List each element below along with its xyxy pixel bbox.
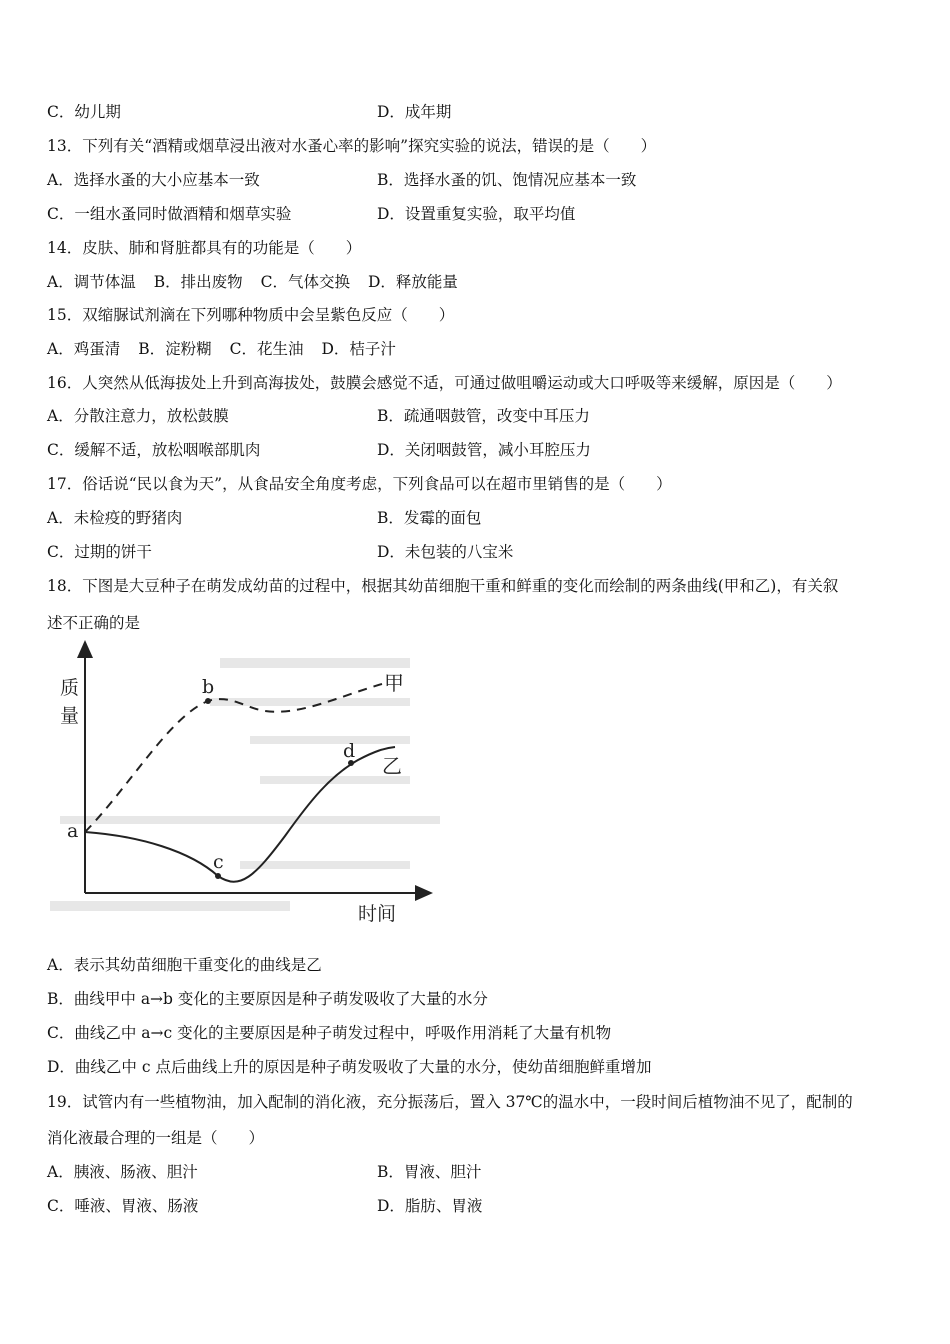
q16-option-d: D．关闭咽鼓管，减小耳腔压力 (377, 441, 591, 459)
q16-options-row-2 (47, 440, 907, 460)
q17-options-row-1 (47, 508, 907, 528)
q14-option-b: B．排出废物 (153, 273, 243, 291)
q19-option-c: C．唾液、胃液、肠液 (47, 1197, 199, 1215)
q17-stem: 17．俗话说“民以食为天”，从食品安全角度考虑，下列食品可以在超市里销售的是（ ） (47, 475, 672, 493)
q13-option-d: D．设置重复实验，取平均值 (377, 205, 576, 223)
q16-option-a: A．分散注意力，放松鼓膜 (47, 407, 229, 425)
q14-option-a: A．调节体温 (47, 273, 136, 291)
q15-option-c: C．花生油 (229, 340, 304, 358)
q15-option-a: A．鸡蛋清 (47, 340, 121, 358)
q19-option-d: D．脂肪、胃液 (377, 1197, 483, 1215)
q12-option-c: C．幼儿期 (47, 103, 121, 121)
q15-stem: 15．双缩脲试剂滴在下列哪种物质中会呈紫色反应（ ） (47, 306, 455, 324)
q17-option-d: D．未包装的八宝米 (377, 543, 514, 561)
q19-options-row-1 (47, 1162, 907, 1182)
q13-option-a: A．选择水蚤的大小应基本一致 (47, 171, 260, 189)
q18-option-c: C．曲线乙中 a→c 变化的主要原因是种子萌发过程中，呼吸作用消耗了大量有机物 (47, 1024, 612, 1042)
q12-options-row (47, 102, 907, 122)
q19-option-a: A．胰液、肠液、胆汁 (47, 1163, 198, 1181)
q14-stem: 14．皮肤、肺和肾脏都具有的功能是（ ） (47, 239, 362, 257)
q18-option-b: B．曲线甲中 a→b 变化的主要原因是种子萌发吸收了大量的水分 (47, 990, 488, 1008)
point-c-label: c (213, 851, 224, 873)
q16-stem: 16．人突然从低海拔处上升到高海拔处，鼓膜会感觉不适，可通过做咀嚼运动或大口呼吸等来缓解，原因是（ ） (47, 374, 842, 392)
q13-option-b: B．选择水蚤的饥、饱情况应基本一致 (377, 171, 637, 189)
point-d-label: d (343, 740, 356, 762)
x-axis-label: 时间 (358, 903, 397, 925)
q17-option-a: A．未检疫的野猪肉 (47, 509, 183, 527)
q19-stem-line-2: 消化液最合理的一组是（ ） (47, 1129, 265, 1147)
q19-stem-line-1: 19．试管内有一些植物油，加入配制的消化液，充分振荡后，置入 37℃的温水中，一段时间后植物油不见了，配制的 (47, 1093, 853, 1111)
curve-yi-label: 乙 (382, 754, 402, 778)
q16-option-c: C．缓解不适，放松咽喉部肌肉 (47, 441, 261, 459)
q13-options-row-2 (47, 204, 907, 224)
q13-stem: 13．下列有关“酒精或烟草浸出液对水蚤心率的影响”探究实验的说法，错误的是（ ） (47, 137, 657, 155)
q13-options-row-1 (47, 170, 907, 190)
q18-option-d: D．曲线乙中 c 点后曲线上升的原因是种子萌发吸收了大量的水分，使幼苗细胞鲜重增加 (47, 1058, 652, 1076)
y-axis-label-char-1: 质 (60, 677, 80, 699)
q18-graph (40, 636, 440, 932)
q14-option-c: C．气体交换 (260, 273, 350, 291)
q12-option-d: D．成年期 (377, 103, 452, 121)
q17-option-b: B．发霉的面包 (377, 509, 482, 527)
point-a-label: a (67, 820, 79, 842)
point-b-dot (205, 698, 211, 704)
q13-option-c: C．一组水蚤同时做酒精和烟草实验 (47, 205, 292, 223)
point-c-dot (215, 873, 221, 879)
q14-options-row (47, 272, 476, 292)
q18-option-a: A．表示其幼苗细胞干重变化的曲线是乙 (47, 956, 322, 974)
curve-jia-label: 甲 (384, 671, 404, 695)
q15-option-b: B．淀粉糊 (138, 340, 212, 358)
point-b-label: b (202, 676, 215, 698)
q19-option-b: B．胃液、胆汁 (377, 1163, 482, 1181)
q19-options-row-2 (47, 1196, 907, 1216)
q18-stem-line-1: 18．下图是大豆种子在萌发成幼苗的过程中，根据其幼苗细胞干重和鲜重的变化而绘制的两条曲线(甲和乙)，有关叙 (47, 577, 839, 595)
q17-option-c: C．过期的饼干 (47, 543, 152, 561)
q18-figure (40, 636, 440, 932)
q18-stem-line-2: 述不正确的是 (47, 614, 141, 632)
q15-option-d: D．桔子汁 (321, 340, 396, 358)
q15-options-row (47, 339, 414, 359)
q17-options-row-2 (47, 542, 907, 562)
q14-option-d: D．释放能量 (367, 273, 458, 291)
q16-option-b: B．疏通咽鼓管，改变中耳压力 (377, 407, 590, 425)
q16-options-row-1 (47, 406, 907, 426)
y-axis-label-char-2: 量 (60, 705, 80, 727)
